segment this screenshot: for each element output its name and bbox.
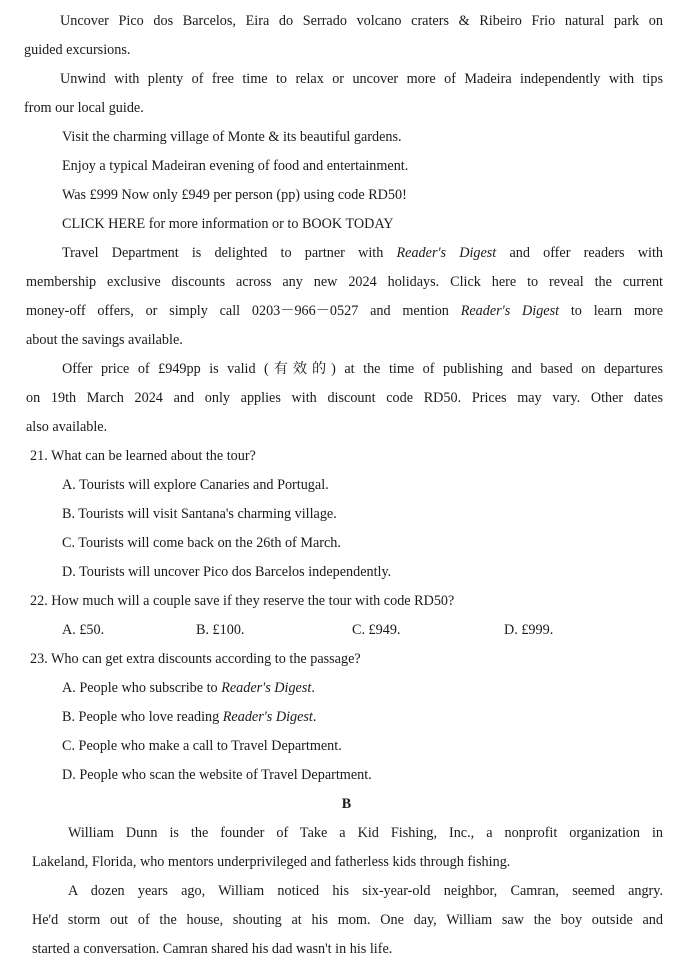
- question-21-stem: 21. What can be learned about the tour?: [30, 448, 256, 464]
- para-travel-line-4: about the savings available.: [26, 332, 183, 348]
- question-23-option-a: A. People who subscribe to Reader's Digest.: [62, 680, 315, 696]
- para-unwind-line-2: from our local guide.: [24, 100, 144, 116]
- para-evening: Enjoy a typical Madeiran evening of food and entertainment.: [62, 158, 409, 174]
- para-travel-line-3: money-off offers, or simply call 0203－966－0527 and mention Reader's Digest to learn more: [26, 303, 663, 319]
- question-21-option-d: D. Tourists will uncover Pico dos Barcelos independently.: [62, 564, 392, 580]
- para-excursions-line-2: guided excursions.: [24, 42, 131, 58]
- para-price: Was £999 Now only £949 per person (pp) using code RD50!: [62, 187, 407, 203]
- question-22-option-a: A. £50.: [62, 622, 105, 638]
- para-offer-line-2: on 19th March 2024 and only applies with discount code RD50. Prices may vary. Other dates: [26, 390, 663, 406]
- question-22-option-b: B. £100.: [196, 622, 245, 638]
- para-william-line-1: William Dunn is the founder of Take a Kid Fishing, Inc., a nonprofit organization in: [68, 825, 663, 841]
- question-23-stem: 23. Who can get extra discounts according to the passage?: [30, 651, 361, 667]
- question-21-option-c: C. Tourists will come back on the 26th of March.: [62, 535, 341, 551]
- question-21-option-b: B. Tourists will visit Santana's charming village.: [62, 506, 337, 522]
- question-22-option-c: C. £949.: [352, 622, 401, 638]
- question-23-option-b: B. People who love reading Reader's Digest.: [62, 709, 317, 725]
- question-22-option-d: D. £999.: [504, 622, 554, 638]
- para-offer-line-3: also available.: [26, 419, 108, 435]
- question-23-option-d: D. People who scan the website of Travel Department.: [62, 767, 372, 783]
- question-21-option-a: A. Tourists will explore Canaries and Portugal.: [62, 477, 329, 493]
- para-unwind-line-1: Unwind with plenty of free time to relax or uncover more of Madeira independently with tips: [60, 71, 663, 87]
- para-william-line-2: Lakeland, Florida, who mentors underprivileged and fatherless kids through fishing.: [32, 854, 511, 870]
- question-22-stem: 22. How much will a couple save if they reserve the tour with code RD50?: [30, 593, 455, 609]
- para-camran-line-2: He'd storm out of the house, shouting at his mom. One day, William saw the boy outside and: [32, 912, 663, 928]
- para-travel-line-2: membership exclusive discounts across any new 2024 holidays. Click here to reveal the current: [26, 274, 663, 290]
- para-camran-line-1: A dozen years ago, William noticed his six-year-old neighbor, Camran, seemed angry.: [68, 883, 663, 899]
- para-click-here: CLICK HERE for more information or to BOOK TODAY: [62, 216, 394, 232]
- para-monte: Visit the charming village of Monte & its beautiful gardens.: [62, 129, 402, 145]
- para-offer-line-1: Offer price of £949pp is valid (有效的) at the time of publishing and based on departures: [62, 361, 663, 377]
- section-b-heading: B: [341, 796, 352, 812]
- para-travel-line-1: Travel Department is delighted to partner with Reader's Digest and offer readers with: [62, 245, 663, 261]
- question-23-option-c: C. People who make a call to Travel Department.: [62, 738, 342, 754]
- para-camran-line-3: started a conversation. Camran shared his dad wasn't in his life.: [32, 941, 393, 957]
- para-excursions-line-1: Uncover Pico dos Barcelos, Eira do Serrado volcano craters & Ribeiro Frio natural park on: [60, 13, 663, 29]
